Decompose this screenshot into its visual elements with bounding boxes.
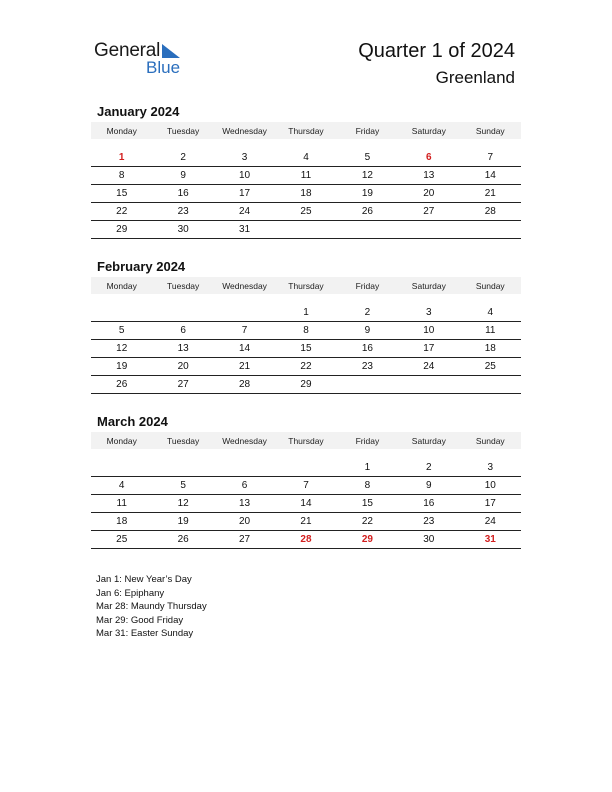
day-cell: 29 <box>91 221 152 239</box>
day-cell: 25 <box>91 531 152 549</box>
month-february <box>91 259 521 394</box>
week-row <box>91 203 521 221</box>
day-cell: 25 <box>275 203 336 221</box>
weekday-header-row <box>91 277 521 294</box>
day-cell: 7 <box>460 149 521 167</box>
empty-day-cell <box>337 376 398 394</box>
day-cell: 24 <box>214 203 275 221</box>
day-cell: 21 <box>275 513 336 531</box>
day-cell: 24 <box>460 513 521 531</box>
empty-day-cell <box>214 459 275 477</box>
day-cell: 30 <box>152 221 213 239</box>
empty-day-cell <box>275 459 336 477</box>
day-cell: 21 <box>214 358 275 376</box>
holiday-list <box>96 573 207 641</box>
weekday-header: Thursday <box>275 277 336 294</box>
day-cell: 1 <box>275 304 336 322</box>
weekday-header: Monday <box>91 122 152 139</box>
month-calendar-table <box>91 432 521 549</box>
week-row <box>91 513 521 531</box>
holiday-item: Mar 29: Good Friday <box>96 614 184 626</box>
day-cell: 27 <box>398 203 459 221</box>
day-cell: 8 <box>337 477 398 495</box>
holiday-day-cell: 29 <box>337 531 398 549</box>
spacer-row <box>91 139 521 149</box>
day-cell: 14 <box>275 495 336 513</box>
logo-word-blue: Blue <box>146 58 181 77</box>
day-cell: 12 <box>91 340 152 358</box>
day-cell: 4 <box>91 477 152 495</box>
day-cell: 25 <box>460 358 521 376</box>
day-cell: 3 <box>460 459 521 477</box>
empty-day-cell <box>152 304 213 322</box>
week-row <box>91 149 521 167</box>
day-cell: 4 <box>460 304 521 322</box>
day-cell: 8 <box>275 322 336 340</box>
day-cell: 11 <box>91 495 152 513</box>
day-cell: 15 <box>275 340 336 358</box>
weekday-header: Tuesday <box>152 432 213 449</box>
day-cell: 18 <box>275 185 336 203</box>
weekday-header-row <box>91 122 521 139</box>
month-march <box>91 414 521 549</box>
day-cell: 18 <box>91 513 152 531</box>
week-row <box>91 376 521 394</box>
spacer-row <box>91 294 521 304</box>
empty-day-cell <box>460 376 521 394</box>
weekday-header: Saturday <box>398 277 459 294</box>
day-cell: 29 <box>275 376 336 394</box>
day-cell: 18 <box>460 340 521 358</box>
day-cell: 19 <box>337 185 398 203</box>
day-cell: 7 <box>214 322 275 340</box>
day-cell: 23 <box>337 358 398 376</box>
day-cell: 10 <box>214 167 275 185</box>
day-cell: 27 <box>214 531 275 549</box>
day-cell: 13 <box>214 495 275 513</box>
holiday-item: Mar 31: Easter Sunday <box>96 628 194 639</box>
empty-day-cell <box>152 459 213 477</box>
day-cell: 26 <box>337 203 398 221</box>
holiday-item: Jan 6: Epiphany <box>96 587 165 599</box>
day-cell: 23 <box>398 513 459 531</box>
week-row <box>91 167 521 185</box>
day-cell: 22 <box>275 358 336 376</box>
week-row <box>91 495 521 513</box>
empty-day-cell <box>214 304 275 322</box>
month-title: February 2024 <box>97 259 186 274</box>
day-cell: 3 <box>214 149 275 167</box>
day-cell: 16 <box>398 495 459 513</box>
day-cell: 12 <box>337 167 398 185</box>
empty-day-cell <box>398 221 459 239</box>
weeks-body <box>91 294 521 394</box>
empty-day-cell <box>91 459 152 477</box>
empty-day-cell <box>337 221 398 239</box>
day-cell: 15 <box>337 495 398 513</box>
day-cell: 4 <box>275 149 336 167</box>
day-cell: 9 <box>152 167 213 185</box>
weekday-header: Wednesday <box>214 122 275 139</box>
day-cell: 8 <box>91 167 152 185</box>
day-cell: 13 <box>398 167 459 185</box>
holiday-day-cell: 1 <box>91 149 152 167</box>
week-row <box>91 221 521 239</box>
day-cell: 2 <box>337 304 398 322</box>
holiday-day-cell: 31 <box>460 531 521 549</box>
day-cell: 14 <box>460 167 521 185</box>
week-row <box>91 358 521 376</box>
day-cell: 6 <box>152 322 213 340</box>
week-row <box>91 304 521 322</box>
day-cell: 31 <box>214 221 275 239</box>
weekday-header: Monday <box>91 277 152 294</box>
weekday-header: Tuesday <box>152 277 213 294</box>
weekday-header: Friday <box>337 277 398 294</box>
week-row <box>91 322 521 340</box>
day-cell: 2 <box>398 459 459 477</box>
day-cell: 9 <box>337 322 398 340</box>
day-cell: 19 <box>152 513 213 531</box>
day-cell: 11 <box>460 322 521 340</box>
day-cell: 26 <box>152 531 213 549</box>
day-cell: 20 <box>214 513 275 531</box>
day-cell: 19 <box>91 358 152 376</box>
weekday-header: Saturday <box>398 122 459 139</box>
day-cell: 2 <box>152 149 213 167</box>
week-row <box>91 531 521 549</box>
day-cell: 27 <box>152 376 213 394</box>
month-title: March 2024 <box>97 414 168 429</box>
day-cell: 22 <box>337 513 398 531</box>
day-cell: 1 <box>337 459 398 477</box>
page-title: Quarter 1 of 2024 <box>358 40 515 62</box>
day-cell: 17 <box>398 340 459 358</box>
day-cell: 22 <box>91 203 152 221</box>
day-cell: 10 <box>398 322 459 340</box>
logo-word-general: General <box>94 40 161 61</box>
day-cell: 3 <box>398 304 459 322</box>
weekday-header: Wednesday <box>214 432 275 449</box>
week-row <box>91 459 521 477</box>
day-cell: 26 <box>91 376 152 394</box>
weekday-header: Sunday <box>460 432 521 449</box>
holiday-day-cell: 6 <box>398 149 459 167</box>
empty-day-cell <box>275 221 336 239</box>
weekday-header-row <box>91 432 521 449</box>
day-cell: 23 <box>152 203 213 221</box>
day-cell: 6 <box>214 477 275 495</box>
weekday-header: Thursday <box>275 122 336 139</box>
day-cell: 17 <box>460 495 521 513</box>
day-cell: 30 <box>398 531 459 549</box>
month-title: January 2024 <box>97 104 180 119</box>
day-cell: 17 <box>214 185 275 203</box>
day-cell: 12 <box>152 495 213 513</box>
day-cell: 10 <box>460 477 521 495</box>
day-cell: 20 <box>152 358 213 376</box>
weekday-header: Monday <box>91 432 152 449</box>
weeks-body <box>91 139 521 239</box>
spacer-row <box>91 449 521 459</box>
empty-day-cell <box>460 221 521 239</box>
holiday-item: Jan 1: New Year’s Day <box>96 574 192 585</box>
logo <box>94 40 194 80</box>
day-cell: 20 <box>398 185 459 203</box>
weeks-body <box>91 449 521 549</box>
week-row <box>91 477 521 495</box>
day-cell: 9 <box>398 477 459 495</box>
day-cell: 16 <box>337 340 398 358</box>
empty-day-cell <box>91 304 152 322</box>
weekday-header: Thursday <box>275 432 336 449</box>
day-cell: 13 <box>152 340 213 358</box>
holiday-day-cell: 28 <box>275 531 336 549</box>
weekday-header: Sunday <box>460 122 521 139</box>
weekday-header: Saturday <box>398 432 459 449</box>
day-cell: 28 <box>460 203 521 221</box>
day-cell: 15 <box>91 185 152 203</box>
month-calendar-table <box>91 122 521 239</box>
week-row <box>91 340 521 358</box>
day-cell: 7 <box>275 477 336 495</box>
weekday-header: Tuesday <box>152 122 213 139</box>
weekday-header: Wednesday <box>214 277 275 294</box>
weekday-header: Sunday <box>460 277 521 294</box>
month-calendar-table <box>91 277 521 394</box>
day-cell: 11 <box>275 167 336 185</box>
day-cell: 5 <box>337 149 398 167</box>
weekday-header: Friday <box>337 432 398 449</box>
country-name: Greenland <box>435 68 515 87</box>
day-cell: 21 <box>460 185 521 203</box>
day-cell: 5 <box>152 477 213 495</box>
holiday-item: Mar 28: Maundy Thursday <box>96 601 207 612</box>
day-cell: 16 <box>152 185 213 203</box>
day-cell: 5 <box>91 322 152 340</box>
empty-day-cell <box>398 376 459 394</box>
month-january <box>91 104 521 239</box>
day-cell: 28 <box>214 376 275 394</box>
day-cell: 24 <box>398 358 459 376</box>
weekday-header: Friday <box>337 122 398 139</box>
week-row <box>91 185 521 203</box>
day-cell: 14 <box>214 340 275 358</box>
